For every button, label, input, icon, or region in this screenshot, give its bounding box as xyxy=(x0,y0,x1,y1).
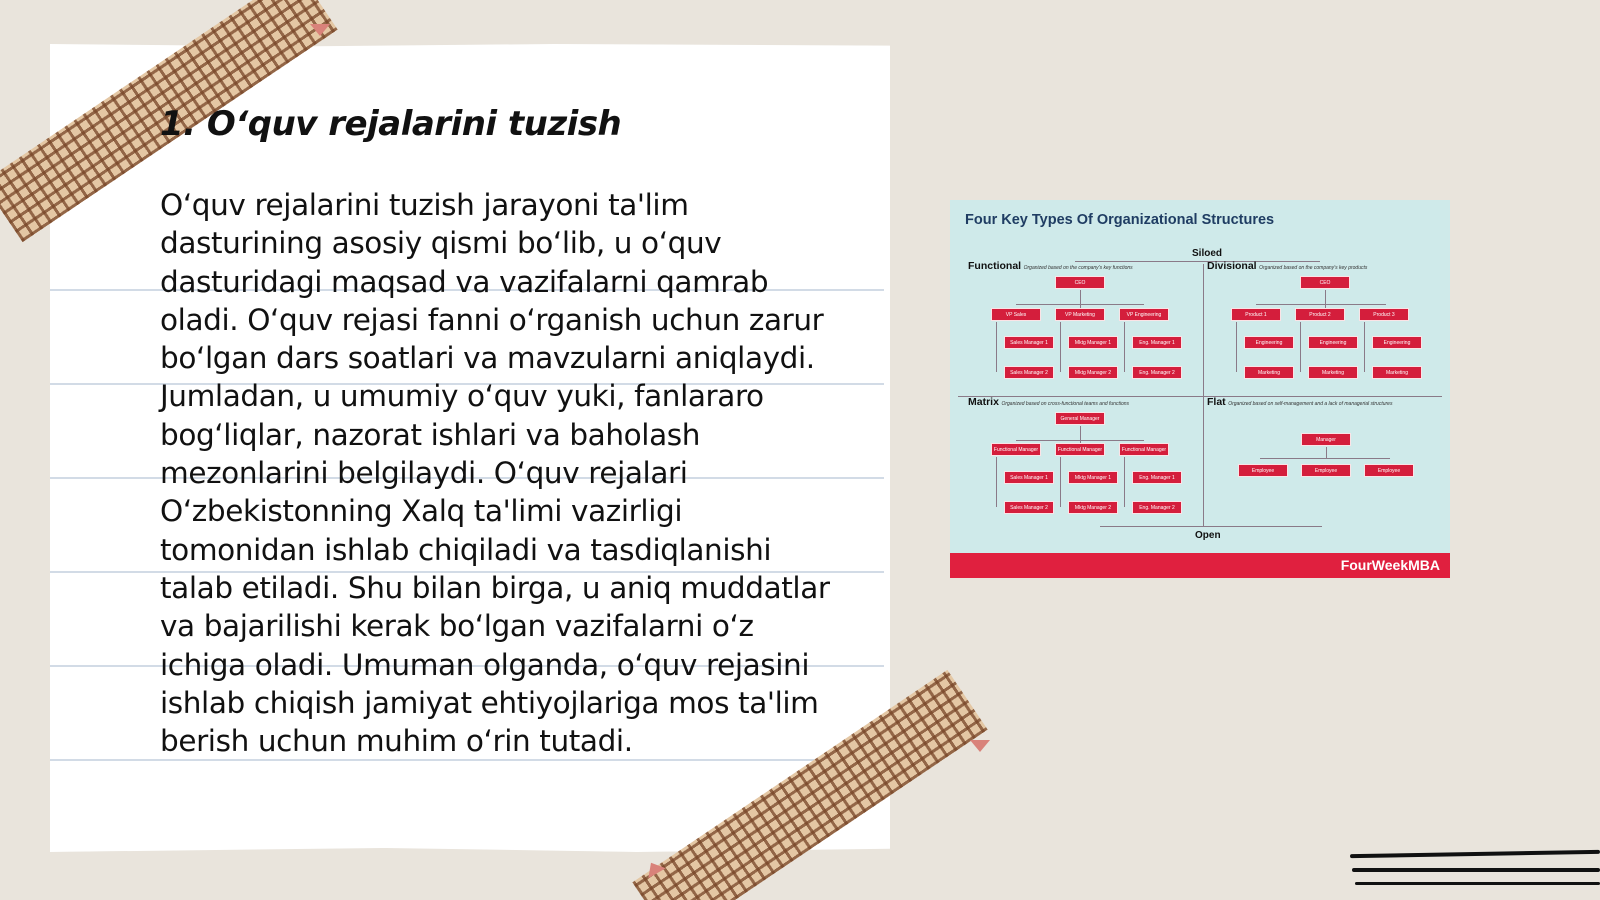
org-structures-image xyxy=(950,200,1450,578)
functional-mktg-manager-1-box: Mktg Manager 1 xyxy=(1068,336,1118,349)
divisional-product-3-box: Product 3 xyxy=(1359,308,1409,321)
matrix-mktg-manager-1-box: Mktg Manager 1 xyxy=(1068,471,1118,484)
divisional-engineering-3-box: Engineering xyxy=(1372,336,1422,349)
flat-employee-3-box: Employee xyxy=(1364,464,1414,477)
slide-body-text: O‘quv rejalarini tuzish jarayoni ta'lim dasturining asosiy qismi bo‘lib, u o‘quv dasturidagi maqsad va vazifalarni qamrab oladi. O‘quv rejasi fanni o‘rganish uchun zarur bo‘lgan dars soatlari va mavzularni aniqlaydi. Jumladan, u umumiy o‘quv yuki, fanlararo bog‘liqlar, nazorat ishlari va baholash mezonlarini belgilaydi. O‘quv rejalari O‘zbekistonning Xalq ta'limi vazirligi tomonidan ishlab chiqiladi va tasdiqlanishi talab etiladi. Shu bilan birga, u aniq muddatlar va bajarilishi kerak bo‘lgan vazifalarni o‘z ichiga oladi. Umuman olganda, o‘quv rejasini ishlab chiqish jamiyat ehtiyojlariga mos ta'lim berish uchun muhim o‘rin tutadi. xyxy=(160,188,830,759)
flat-employee-2-box: Employee xyxy=(1301,464,1351,477)
image-footer-bar xyxy=(950,553,1450,578)
tape-tip-bottom-right xyxy=(970,740,990,752)
divisional-engineering-1-box: Engineering xyxy=(1244,336,1294,349)
quadrant-matrix-label: Matrix Organized based on cross-functional teams and functions xyxy=(968,396,1130,408)
matrix-functional-manager-1-box: Functional Manager xyxy=(991,443,1041,456)
axis-label-open: Open xyxy=(1195,530,1221,541)
brush-stroke-1 xyxy=(1350,850,1600,858)
brush-stroke-2 xyxy=(1352,868,1600,872)
functional-mktg-manager-2-box: Mktg Manager 2 xyxy=(1068,366,1118,379)
axis-label-siloed: Siloed xyxy=(1192,248,1223,259)
flat-manager-box: Manager xyxy=(1301,433,1351,446)
functional-sales-manager-2-box: Sales Manager 2 xyxy=(1004,366,1054,379)
functional-ceo-box: CEO xyxy=(1055,276,1105,289)
functional-sales-manager-1-box: Sales Manager 1 xyxy=(1004,336,1054,349)
matrix-eng-manager-1-box: Eng. Manager 1 xyxy=(1132,471,1182,484)
divisional-product-1-box: Product 1 xyxy=(1231,308,1281,321)
brand-logo-text: FourWeekMBA xyxy=(1340,557,1440,573)
divisional-engineering-2-box: Engineering xyxy=(1308,336,1358,349)
functional-vp-marketing-box: VP Marketing xyxy=(1055,308,1105,321)
matrix-mktg-manager-2-box: Mktg Manager 2 xyxy=(1068,501,1118,514)
functional-eng-manager-2-box: Eng. Manager 2 xyxy=(1132,366,1182,379)
quadrant-functional-label: Functional Organized based on the company's key functions xyxy=(968,260,1133,272)
image-title: Four Key Types Of Organizational Structures xyxy=(965,212,1275,228)
divisional-ceo-box: CEO xyxy=(1300,276,1350,289)
matrix-general-manager-box: General Manager xyxy=(1055,412,1105,425)
matrix-sales-manager-2-box: Sales Manager 2 xyxy=(1004,501,1054,514)
slide-title: 1. O‘quv rejalarini tuzish xyxy=(160,104,622,144)
functional-vp-sales-box: VP Sales xyxy=(991,308,1041,321)
matrix-eng-manager-2-box: Eng. Manager 2 xyxy=(1132,501,1182,514)
quadrant-divisional-label: Divisional Organized based on the company's key products xyxy=(1207,260,1368,272)
divisional-marketing-2-box: Marketing xyxy=(1308,366,1358,379)
tape-tip-top xyxy=(310,24,330,36)
divisional-marketing-1-box: Marketing xyxy=(1244,366,1294,379)
functional-eng-manager-1-box: Eng. Manager 1 xyxy=(1132,336,1182,349)
flat-employee-1-box: Employee xyxy=(1238,464,1288,477)
divisional-product-2-box: Product 2 xyxy=(1295,308,1345,321)
divisional-marketing-3-box: Marketing xyxy=(1372,366,1422,379)
functional-vp-engineering-box: VP Engineering xyxy=(1119,308,1169,321)
matrix-sales-manager-1-box: Sales Manager 1 xyxy=(1004,471,1054,484)
quadrant-flat-label: Flat Organized based on self-management and a lack of managerial structures xyxy=(1207,396,1393,408)
matrix-functional-manager-3-box: Functional Manager xyxy=(1119,443,1169,456)
matrix-functional-manager-2-box: Functional Manager xyxy=(1055,443,1105,456)
brush-stroke-3 xyxy=(1355,882,1600,885)
